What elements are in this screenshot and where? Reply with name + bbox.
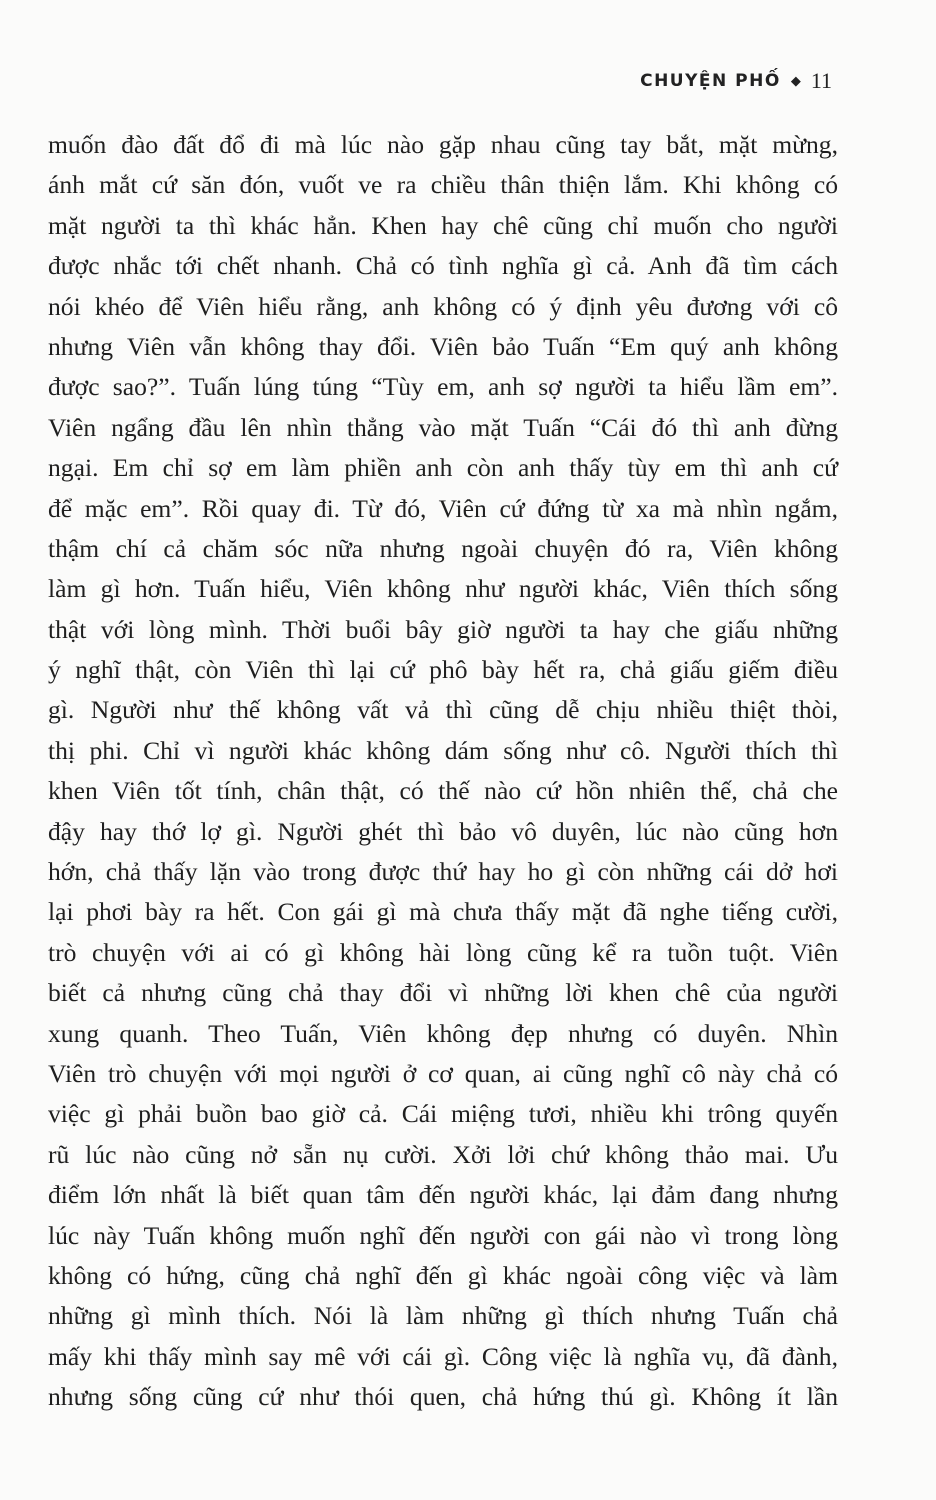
text-line: thậm chí cả chăm sóc nữa nhưng ngoài chuyện đó ra, Viên không [48, 533, 838, 563]
text-line: ngại. Em chỉ sợ em làm phiền anh còn anh thấy tùy em thì anh cứ [48, 453, 838, 483]
text-line: nói khéo để Viên hiểu rằng, anh không có ý định yêu đương với cô [48, 291, 838, 321]
text-line: lúc này Tuấn không muốn nghĩ đến người con gái nào vì trong lòng [48, 1220, 838, 1250]
text-line: được nhắc tới chết nhanh. Chả có tình nghĩa gì cả. Anh đã tìm cách [48, 251, 838, 281]
text-line: được sao?”. Tuấn lúng túng “Tùy em, anh sợ người ta hiểu lầm em”. [48, 372, 838, 402]
text-line: mặt người ta thì khác hẳn. Khen hay chê cũng chỉ muốn cho người [48, 210, 838, 240]
text-line: điểm lớn nhất là biết quan tâm đến người khác, lại đảm đang nhưng [48, 1180, 838, 1210]
page-number: 11 [810, 68, 832, 93]
text-line: không có hứng, cũng chả nghĩ đến gì khác ngoài công việc và làm [48, 1260, 838, 1290]
text-line: thị phi. Chỉ vì người khác không dám sống như cô. Người thích thì [48, 735, 838, 765]
text-line: muốn đào đất đổ đi mà lúc nào gặp nhau cũng tay bắt, mặt mừng, [48, 130, 838, 159]
text-line: xung quanh. Theo Tuấn, Viên không đẹp nhưng có duyên. Nhìn [48, 1018, 838, 1048]
text-line: việc gì phải buồn bao giờ cả. Cái miệng tươi, nhiều khi trông quyến [48, 1099, 838, 1129]
text-line: rũ lúc nào cũng nở sẵn nụ cười. Xởi lởi chứ không thảo mai. Ưu [48, 1139, 838, 1169]
text-line: nhưng sống cũng cứ như thói quen, chả hứng thú gì. Không ít lần [48, 1382, 838, 1412]
text-line: ánh mắt cứ săn đón, vuốt ve ra chiều thân thiện lắm. Khi không có [48, 170, 838, 200]
running-header [640, 68, 832, 94]
text-line: mấy khi thấy mình say mê với cái gì. Công việc là nghĩa vụ, đã đành, [48, 1341, 838, 1371]
text-line: làm gì hơn. Tuấn hiểu, Viên không như người khác, Viên thích sống [48, 574, 838, 604]
text-line: trò chuyện với ai có gì không hài lòng cũng kể ra tuồn tuột. Viên [48, 937, 838, 967]
text-line: đậy hay thớ lợ gì. Người ghét thì bảo vô duyên, lúc nào cũng hơn [48, 816, 838, 846]
text-line: để mặc em”. Rồi quay đi. Từ đó, Viên cứ đứng từ xa mà nhìn ngắm, [48, 493, 838, 523]
text-line: Viên ngẩng đầu lên nhìn thẳng vào mặt Tuấn “Cái đó thì anh đừng [48, 412, 838, 442]
text-line: ý nghĩ thật, còn Viên thì lại cứ phô bày hết ra, chả giấu giếm điều [48, 655, 838, 685]
text-line: Viên trò chuyện với mọi người ở cơ quan, ai cũng nghĩ cô này chả có [48, 1058, 838, 1088]
text-line: biết cả nhưng cũng chả thay đổi vì những lời khen chê của người [48, 978, 838, 1008]
text-line: những gì mình thích. Nói là làm những gì thích nhưng Tuấn chả [48, 1301, 838, 1331]
text-line: hớn, chả thấy lặn vào trong được thứ hay ho gì còn những cái dở hơi [48, 857, 838, 887]
header-separator: ◆ [790, 73, 801, 89]
text-line: khen Viên tốt tính, chân thật, có thế nào cứ hồn nhiên thế, chả che [48, 776, 838, 806]
text-line: lại phơi bày ra hết. Con gái gì mà chưa thấy mặt đã nghe tiếng cười, [48, 897, 838, 927]
body-text [48, 125, 838, 1418]
chapter-title: CHUYỆN PHỐ [640, 71, 781, 91]
text-line: nhưng Viên vẫn không thay đổi. Viên bảo Tuấn “Em quý anh không [48, 331, 838, 361]
text-line: gì. Người như thế không vất vả thì cũng dễ chịu nhiều thiệt thòi, [48, 695, 838, 725]
text-line: thật với lòng mình. Thời buổi bây giờ người ta hay che giấu những [48, 614, 838, 644]
